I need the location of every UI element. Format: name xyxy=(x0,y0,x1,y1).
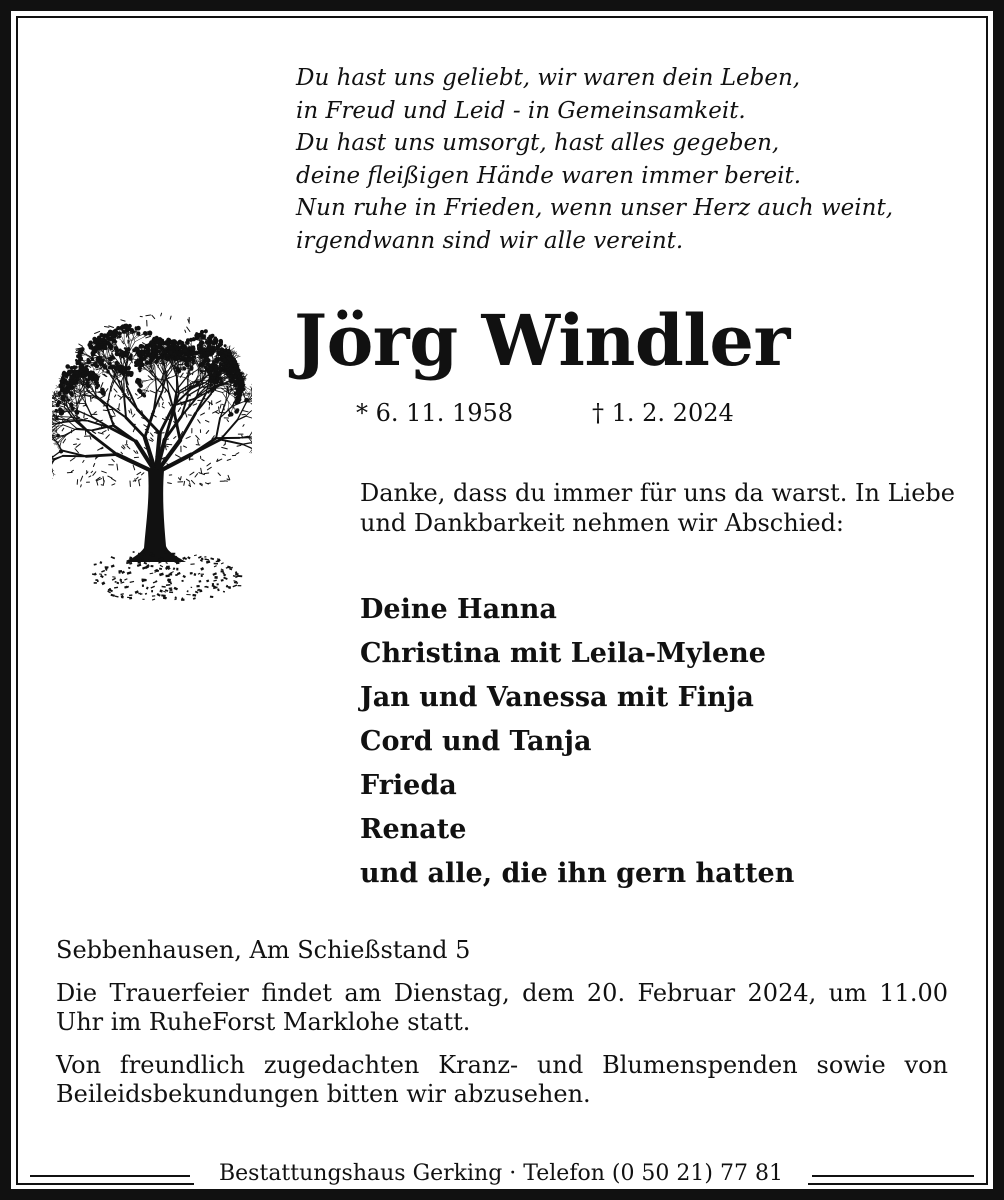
address: Sebbenhausen, Am Schießstand 5 xyxy=(56,936,471,964)
family-list xyxy=(360,588,794,896)
family-member: Christina mit Leila-Mylene xyxy=(360,638,766,669)
family-member: und alle, die ihn gern hatten xyxy=(360,858,795,889)
poem xyxy=(296,62,976,257)
info-block xyxy=(56,936,948,1123)
birth-date: * 6. 11. 1958 xyxy=(356,399,514,427)
footer-rule-right xyxy=(812,1175,974,1177)
deceased-name: Jörg Windler xyxy=(294,299,790,382)
family-member: Renate xyxy=(360,814,467,845)
poem-line: irgendwann sind wir alle vereint. xyxy=(296,227,684,254)
family-member: Cord und Tanja xyxy=(360,726,592,757)
funeral-home-contact: Bestattungshaus Gerking · Telefon (0 50 21) 77 81 xyxy=(194,1160,808,1188)
footer-rule-left xyxy=(30,1175,190,1177)
footer xyxy=(30,1160,974,1190)
poem-line: Du hast uns geliebt, wir waren dein Leben, xyxy=(296,65,801,91)
family-member: Frieda xyxy=(360,770,457,801)
death-date: † 1. 2. 2024 xyxy=(592,399,734,427)
tree-icon xyxy=(52,298,252,610)
poem-line: deine fleißigen Hände waren immer bereit. xyxy=(296,162,802,189)
poem-line: Nun ruhe in Frieden, wenn unser Herz auch weint, xyxy=(296,195,894,221)
poem-line: in Freud und Leid - in Gemeinsamkeit. xyxy=(296,97,746,124)
life-dates xyxy=(356,396,734,430)
donation-note: Von freundlich zugedachten Kranz- und Blumenspenden sowie von Beileidsbekundungen bitten wir abzusehen. xyxy=(56,1051,948,1108)
family-member: Jan und Vanessa mit Finja xyxy=(360,682,754,713)
thanks-text: Danke, dass du immer für uns da warst. In Liebe und Dankbarkeit nehmen wir Abschied: xyxy=(360,479,955,537)
poem-line: Du hast uns umsorgt, hast alles gegeben, xyxy=(296,130,780,156)
ceremony-info: Die Trauerfeier findet am Dienstag, dem 20. Februar 2024, um 11.00 Uhr im RuheForst Marklohe statt. xyxy=(56,979,948,1036)
family-member: Deine Hanna xyxy=(360,594,557,625)
